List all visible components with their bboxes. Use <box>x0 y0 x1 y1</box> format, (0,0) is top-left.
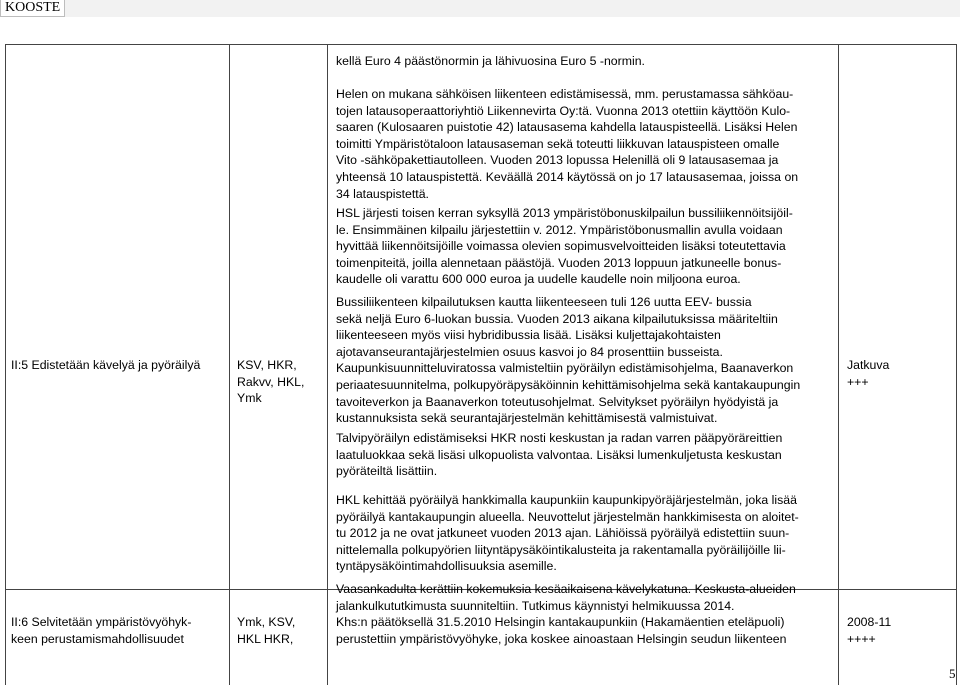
section-tab[interactable]: KOOSTE <box>0 0 65 17</box>
actors-cell: KSV, HKR, Rakvv, HKL, Ymk <box>237 358 305 406</box>
text-paragraph: kellä Euro 4 päästönormin ja lähivuosina Euro 5 -normin. <box>336 54 645 68</box>
measure-cell: II:5 Edistetään kävelyä ja pyöräilyä <box>11 358 201 372</box>
text-paragraph: Vaasankadulta kerättiin kokemuksia kesäaikaisena kävelykatuna. Keskusta-alueiden jalankulkututkimusta suunniteltiin. Tutkimus käynnistyi helmikuussa 2014. Khs:n päätöksellä 31.5.2010 Helsingin kantakaupunkiin (Hakamäentien eteläpuoli) perustettiin ympäristövyöhyke, joka koskee ainoastaan Helsingin seudun liikenteen <box>336 582 796 646</box>
text-paragraph: Bussiliikenteen kilpailutuksen kautta liikenteeseen tuli 126 uutta EEV- bussia sekä neljä Euro 6-luokan bussia. Vuoden 2013 aikana kilpailutuksissa määriteltiin liikenteeseen myös viisi hybridibussia lisää. Lisäksi kuljettajakohtaisten ajotavanseurantajärjestelmien osuus kasvoi jo 84 prosenttiin busseista. Kaupunkisuunnitteluviratossa valmisteltiin pyöräilyn edistämisohjelma, Baanaverkon periaatesuunnitelma, polkupyöräpysäköinnin kehittämisohjelma sekä kantakaupungin tavoiteverkon ja Baanaverkon toteutusohjelmat. Selvitykset pyöräilyn hyödyistä ja kustannuksista sekä seurantajärjestelmän kehittämisestä valmistuivat. <box>336 295 801 426</box>
text-paragraph: Talvipyöräilyn edistämiseksi HKR nosti keskustan ja radan varren pääpyöräreittien laatuluokkaa sekä lisäsi ulkopuolista valvontaa. Lisäksi lumenkuljetusta keskustan pyöräteiltä lisättiin. <box>336 431 783 479</box>
status-cell: 2008-11 ++++ <box>847 615 892 646</box>
header-bar <box>0 0 960 17</box>
status-cell: Jatkuva +++ <box>847 358 890 389</box>
text-paragraph: Helen on mukana sähköisen liikenteen edistämisessä, mm. perustamassa sähköau- tojen latausoperaattoriyhtiö Liikennevirta Oy:tä. Vuonna 2013 otettiin käyttöön Kulo- saaren (Kulosaaren puistotie 42) latausasema kahdella latauspisteellä. Lisäksi Helen toimitti Ympäristötaloon latausaseman sekä toteutti liikkuvan latauspisteen omalle Vito -sähköpakettiautolleen. Vuoden 2013 lopussa Helenillä oli 9 latausasemaa ja yhteensä 10 latauspistettä. Keväällä 2014 käytössä on jo 17 latausasemaa, joissa on 34 latauspistettä. <box>336 87 799 201</box>
actors-cell: Ymk, KSV, HKL HKR, <box>237 615 296 646</box>
text-paragraph: HSL järjesti toisen kerran syksyllä 2013 ympäristöbonuskilpailun bussiliikennöitsijöil- le. Ensimmäinen kilpailu järjestettiin v. 2012. Ympäristöbonusmallin avulla voidaan hyvittää liikennöitsijöille voimassa olevien sopimusvelvoitteiden lisäksi toteutettavia toimenpiteitä, joilla alennetaan päästöjä. Vuoden 2013 loppuun jatkuneelle bonus- kaudelle oli varattu 600 000 euroa ja uudelle kaudelle noin miljoona euroa. <box>336 206 793 287</box>
page-number: 5 <box>949 666 956 681</box>
text-paragraph: HKL kehittää pyöräilyä hankkimalla kaupunkiin kaupunkipyöräjärjestelmän, joka lisää pyöräilyä kantakaupungin alueella. Neuvottelut järjestelmän hankkimisesta on aloitet- tu 2012 ja ne ovat jatkuneet vuoden 2013 ajan. Lähiöissä pyöräilyä edistettiin suun- nittelemalla polkupyörien liityntäpysäköintikalusteita ja rakentamalla pyöräilijöille lii- tyntäpysäköintimahdollisuuksia asemille. <box>336 493 799 574</box>
measure-cell: II:6 Selvitetään ympäristövyöhyk- keen perustamismahdollisuudet <box>11 615 192 646</box>
